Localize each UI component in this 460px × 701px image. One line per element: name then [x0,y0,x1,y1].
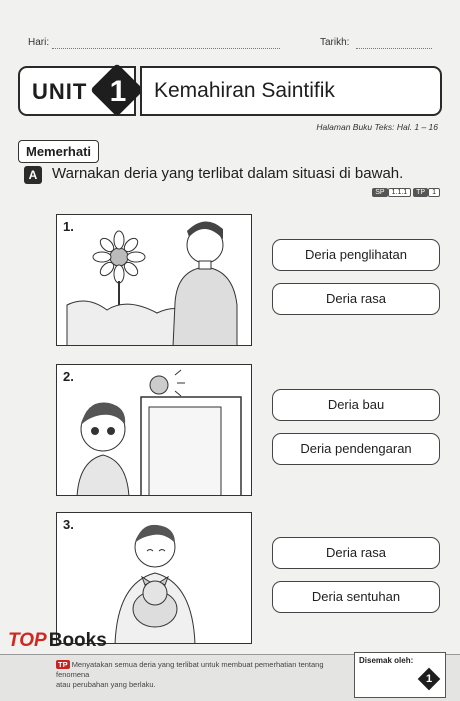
item-3-option-2[interactable]: Deria sentuhan [272,581,440,613]
unit-title: Kemahiran Saintifik [154,79,335,102]
unit-number: 1 [109,75,127,108]
doorbell-girl-icon [57,365,252,496]
item-2-illustration [56,364,252,496]
item-3-option-1[interactable]: Deria rasa [272,537,440,569]
standards-badge [372,188,440,197]
unit-label-box [18,66,136,116]
item-number: 2. [63,369,74,384]
item-2-option-1[interactable]: Deria bau [272,389,440,421]
unit-word: UNIT [32,79,88,104]
checked-by-label: Disemak oleh: [359,656,414,665]
footer-objective-line-2: atau perubahan yang berlaku. [56,680,156,689]
boy-holding-cat-icon [57,513,252,644]
footer-objective [56,660,356,690]
checked-by-box[interactable] [354,652,446,698]
item-2-option-2[interactable]: Deria pendengaran [272,433,440,465]
section-tag: Memerhati [18,140,99,163]
question-letter: A [24,166,42,184]
topbooks-logo [8,630,107,652]
logo-top-text: TOP [8,630,47,651]
item-1-option-1[interactable]: Deria penglihatan [272,239,440,271]
footer-objective-line-1: Menyatakan semua deria yang terlibat untuk membuat pemerhatian tentang fenomena [56,660,324,679]
date-label: Tarikh: [320,37,350,48]
sp-label: SP [372,188,387,197]
question-instruction: Warnakan deria yang terlibat dalam situasi di bawah. [52,165,404,182]
textbook-reference: Halaman Buku Teks: Hal. 1 – 16 [316,122,438,132]
tp-value: 1 [428,188,440,197]
unit-title-box [140,66,442,116]
footer-tp-label: TP [58,660,68,669]
logo-books-text: Books [48,630,107,651]
unit-banner [18,66,442,116]
tp-label: TP [413,188,428,197]
page-number: 1 [425,673,433,685]
item-number: 3. [63,517,74,532]
day-field[interactable] [52,47,280,49]
item-1-illustration [56,214,252,346]
day-label: Hari: [28,37,50,48]
sp-value: 1.1.1 [388,188,412,197]
item-1-option-2[interactable]: Deria rasa [272,283,440,315]
date-field[interactable] [356,47,432,49]
item-3-illustration [56,512,252,644]
sunflower-boy-icon [57,215,252,346]
item-number: 1. [63,219,74,234]
